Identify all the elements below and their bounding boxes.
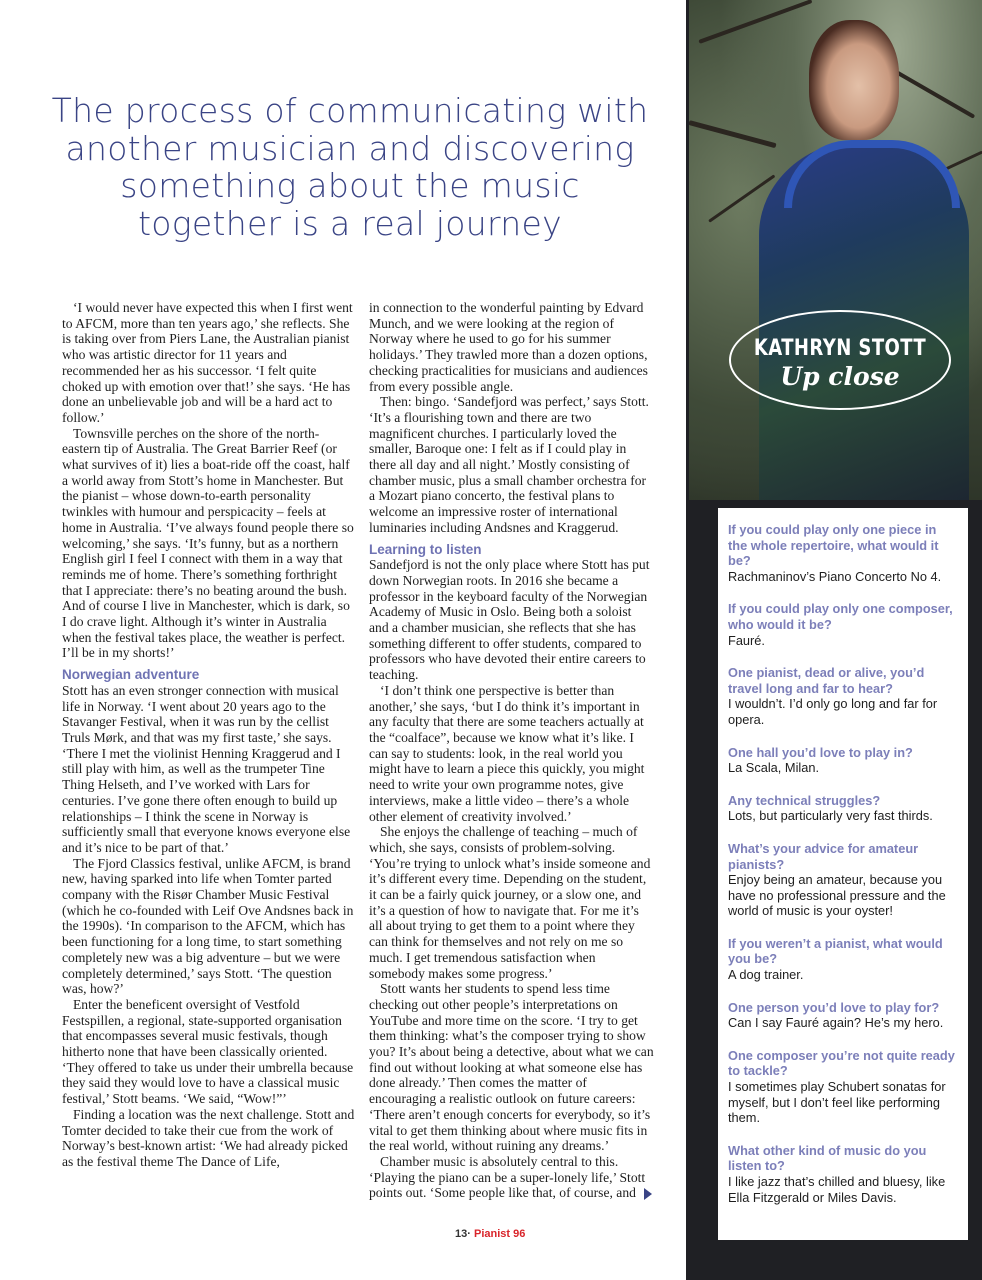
qa-question: Any technical struggles? (728, 792, 881, 808)
portrait-photo (689, 0, 982, 500)
qa-answer: Enjoy being an amateur, because you have no professional pressure and the world of music is your oyster! (728, 872, 946, 919)
paragraph: Sandefjord is not the only place where Stott has put down Norwegian roots. In 2016 she became a professor in the keyboard faculty of the Norwegian Academy of Music in Oslo. Being both a soloist and a chamber musician, she reflects that she has something different to offer students, compared to professors who have devoted their entire careers to teaching. (369, 557, 650, 683)
side-panel (683, 0, 982, 1280)
qa-question: If you could play only one composer, who would it be? (728, 601, 953, 632)
paragraph: Then: bingo. ‘Sandefjord was perfect,’ says Stott. ‘It’s a flourishing town and there are two magnificent churches. I particularly loved the smaller, Baroque one: I felt as if I could play in there all day and all night.’ Mostly consisting of chamber music, plus a small chamber orchestra for a Mozart piano concerto, the festival plans to welcome an impressive roster of international luminaries including Andsnes and Kraggerud. (369, 394, 649, 535)
qa-question: One composer you’re not quite ready to tackle? (728, 1047, 955, 1079)
page-number: 13 (455, 1228, 468, 1240)
qa-answer: Lots, but particularly very fast thirds. (728, 808, 933, 824)
qa-question: One pianist, dead or alive, you’d travel long and far to hear? (728, 665, 925, 696)
qa-answer: I sometimes play Schubert sonatas for myself, but I don’t feel like performing them. (728, 1079, 946, 1126)
paragraph: Enter the beneficent oversight of Vestfold Festspillen, a regional, state-supported organisation that encompasses several music festivals, though hitherto none that have been classically oriented. ‘They offered to take us under their umbrella because they said they would love to have a classical music festival,’ Stott beams. ‘We said, “Wow!”’ (62, 996, 354, 1107)
qa-answer: Rachmaninov’s Piano Concerto No 4. (728, 568, 942, 584)
qa-answer: Can I say Fauré again? He’s my hero. (728, 1015, 944, 1031)
paragraph: Finding a location was the next challenge. Stott and Tomter decided to take their cue from the work of Norway’s best-known artist: ‘We had already picked as the festival theme The Dance of Life, (62, 1106, 355, 1169)
paragraph-last (369, 1154, 654, 1201)
up-close-badge (729, 310, 951, 410)
qa-box (718, 508, 968, 1240)
qa-item (728, 601, 958, 648)
article-column-left (62, 300, 357, 1170)
paragraph: Townsville perches on the shore of the north-eastern tip of Australia. The Great Barrier Reef (or what survives of it) lies a boat-ride off the coast, half a world away from Stott’s home in Manchester. But the pianist – whose down-to-earth personality twinkles with humour and perspicacity – feels at home in Australia. ‘I’ve always found people there so welcoming,’ she says. ‘It’s funny, but as a northern English girl I feel I connect with them in a way that reminds me of home. There’s something forthright that I appreciate: there’s no beating around the bush. And of course I live in Manchester, which is dark, so I do crave light. Although it’s winter in Australia when the festival takes place, the weather is perfect. I’ll be in my shorts!’ (62, 425, 354, 661)
qa-item (728, 1143, 958, 1205)
qa-item (728, 745, 958, 776)
pull-quote-line: something about the music (120, 166, 580, 206)
article-column-middle (369, 300, 654, 1201)
portrait-collar (784, 140, 960, 208)
qa-question: What’s your advice for amateur pianists? (728, 840, 919, 872)
qa-item (728, 1000, 958, 1031)
pull-quote-line: another musician and discovering (65, 128, 635, 168)
badge-name: KATHRYN STOTT (753, 336, 927, 361)
qa-answer: La Scala, Milan. (728, 760, 820, 776)
qa-answer: I wouldn’t. I’d only go long and far for opera. (728, 696, 938, 727)
qa-answer: I like jazz that’s chilled and bluesy, like Ella Fitzgerald or Miles Davis. (728, 1174, 946, 1205)
qa-item (728, 665, 958, 727)
qa-question: If you weren’t a pianist, what would you be? (728, 935, 943, 967)
qa-question: What other kind of music do you listen to? (728, 1142, 927, 1174)
paragraph: in connection to the wonderful painting by Edvard Munch, and we were looking at the region of Norway where he used to go for his summer holidays.’ They trawled more than a dozen options, checking practicalities for musicians and audiences from every possible angle. (369, 300, 648, 394)
qa-question: One person you’d love to play for? (728, 999, 940, 1015)
pull-quote-line: The process of communicating with (51, 91, 649, 130)
qa-item (728, 841, 958, 919)
paragraph: ‘I would never have expected this when I first went to AFCM, more than ten years ago,’ she reflects. She is taking over from Piers Lane, the Australian pianist who was artistic director for 11 years and recommended her as his successor. ‘I felt quite choked up with emotion over that!’ she says. ‘He has done an unbelievable job and will be a hard act to follow.’ (62, 300, 353, 425)
paragraph: The Fjord Classics festival, unlike AFCM, is brand new, having sparked into life when Tomter parted company with the Risør Chamber Music Festival (which he co-founded with Leif Ove Andsnes back in the 1990s). ‘In comparison to the AFCM, which has been functioning for a long time, to start something completely new was a big adventure – but we were completely determined,’ says Stott. ‘The question was, how?’ (62, 855, 354, 997)
paragraph-text: Chamber music is absolutely central to this. ‘Playing the piano can be a super-lonely life,’ Stott points out. ‘Some people like that, of course, and (369, 1153, 646, 1201)
qa-question: One hall you’d love to play in? (728, 744, 913, 760)
paragraph: Stott has an even stronger connection with musical life in Norway. ‘I went about 20 years ago to the Stavanger Festival, when it was run by the cellist Truls Mørk, and that was my first taste,’ she says. ‘There I met the violinist Henning Kraggerud and I still play with him, as well as the trumpeter Tine Thing Helseth, and I’ve worked with Lars for centuries. I’ve gone there often enough to build up relationships – I think the scene in Norway is sufficiently small that everyone knows everyone else and it’s nice to be part of that.’ (62, 682, 351, 855)
qa-item (728, 522, 958, 584)
subheading: Norwegian adventure (62, 667, 200, 683)
subheading: Learning to listen (369, 541, 482, 557)
paragraph: ‘I don’t think one perspective is better than another,’ she says, ‘but I do think it’s important in any faculty that there are some teachers actually at the “coalface”, because we know what it’s like. I can say to students: look, in the real world you might have to learn a piece this quickly, you might need to write your own programme notes, give interviews, make a little video – there’s a whole other element of creativity involved.’ (369, 682, 645, 824)
qa-question: If you could play only one piece in the whole repertoire, what would it be? (728, 522, 939, 569)
paragraph: Stott wants her students to spend less time checking out other people’s interpretations on YouTube and more time on the score. ‘I try to get them thinking: what’s the composer trying to show you? It’s about being a detective, about what we can find out without looking at what someone else has done already.’ Then comes the matter of encouraging a realistic outlook on future careers: ‘There aren’t enough concerts for everybody, so it’s vital to get them thinking about where music fits in the real world, without ruining any dreams.’ (369, 981, 654, 1154)
portrait-head (809, 20, 899, 140)
qa-item (728, 936, 958, 983)
qa-answer: A dog trainer. (728, 967, 804, 983)
folio-separator: · (467, 1228, 471, 1240)
qa-answer: Fauré. (728, 632, 765, 648)
continue-arrow-icon (644, 1188, 652, 1200)
page-folio (455, 1228, 525, 1240)
badge-subtitle: Up close (780, 362, 900, 391)
magazine-name: Pianist 96 (473, 1228, 526, 1240)
paragraph: She enjoys the challenge of teaching – much of which, she says, consists of problem-solving. ‘You’re trying to unlock what’s inside someone and it’s different every time. Depending on the student, it can be a fairly quick journey, or a slow one, and it’s a question of how to navigate that. For me it’s all about trying to get them to a point where they can think for themselves and not rely on me so much. I get tremendous satisfaction when somebody makes some progress.’ (369, 824, 651, 981)
qa-item (728, 1048, 958, 1126)
pull-quote-line: together is a real journey (138, 203, 562, 243)
qa-item (728, 793, 958, 824)
pull-quote (40, 92, 660, 242)
